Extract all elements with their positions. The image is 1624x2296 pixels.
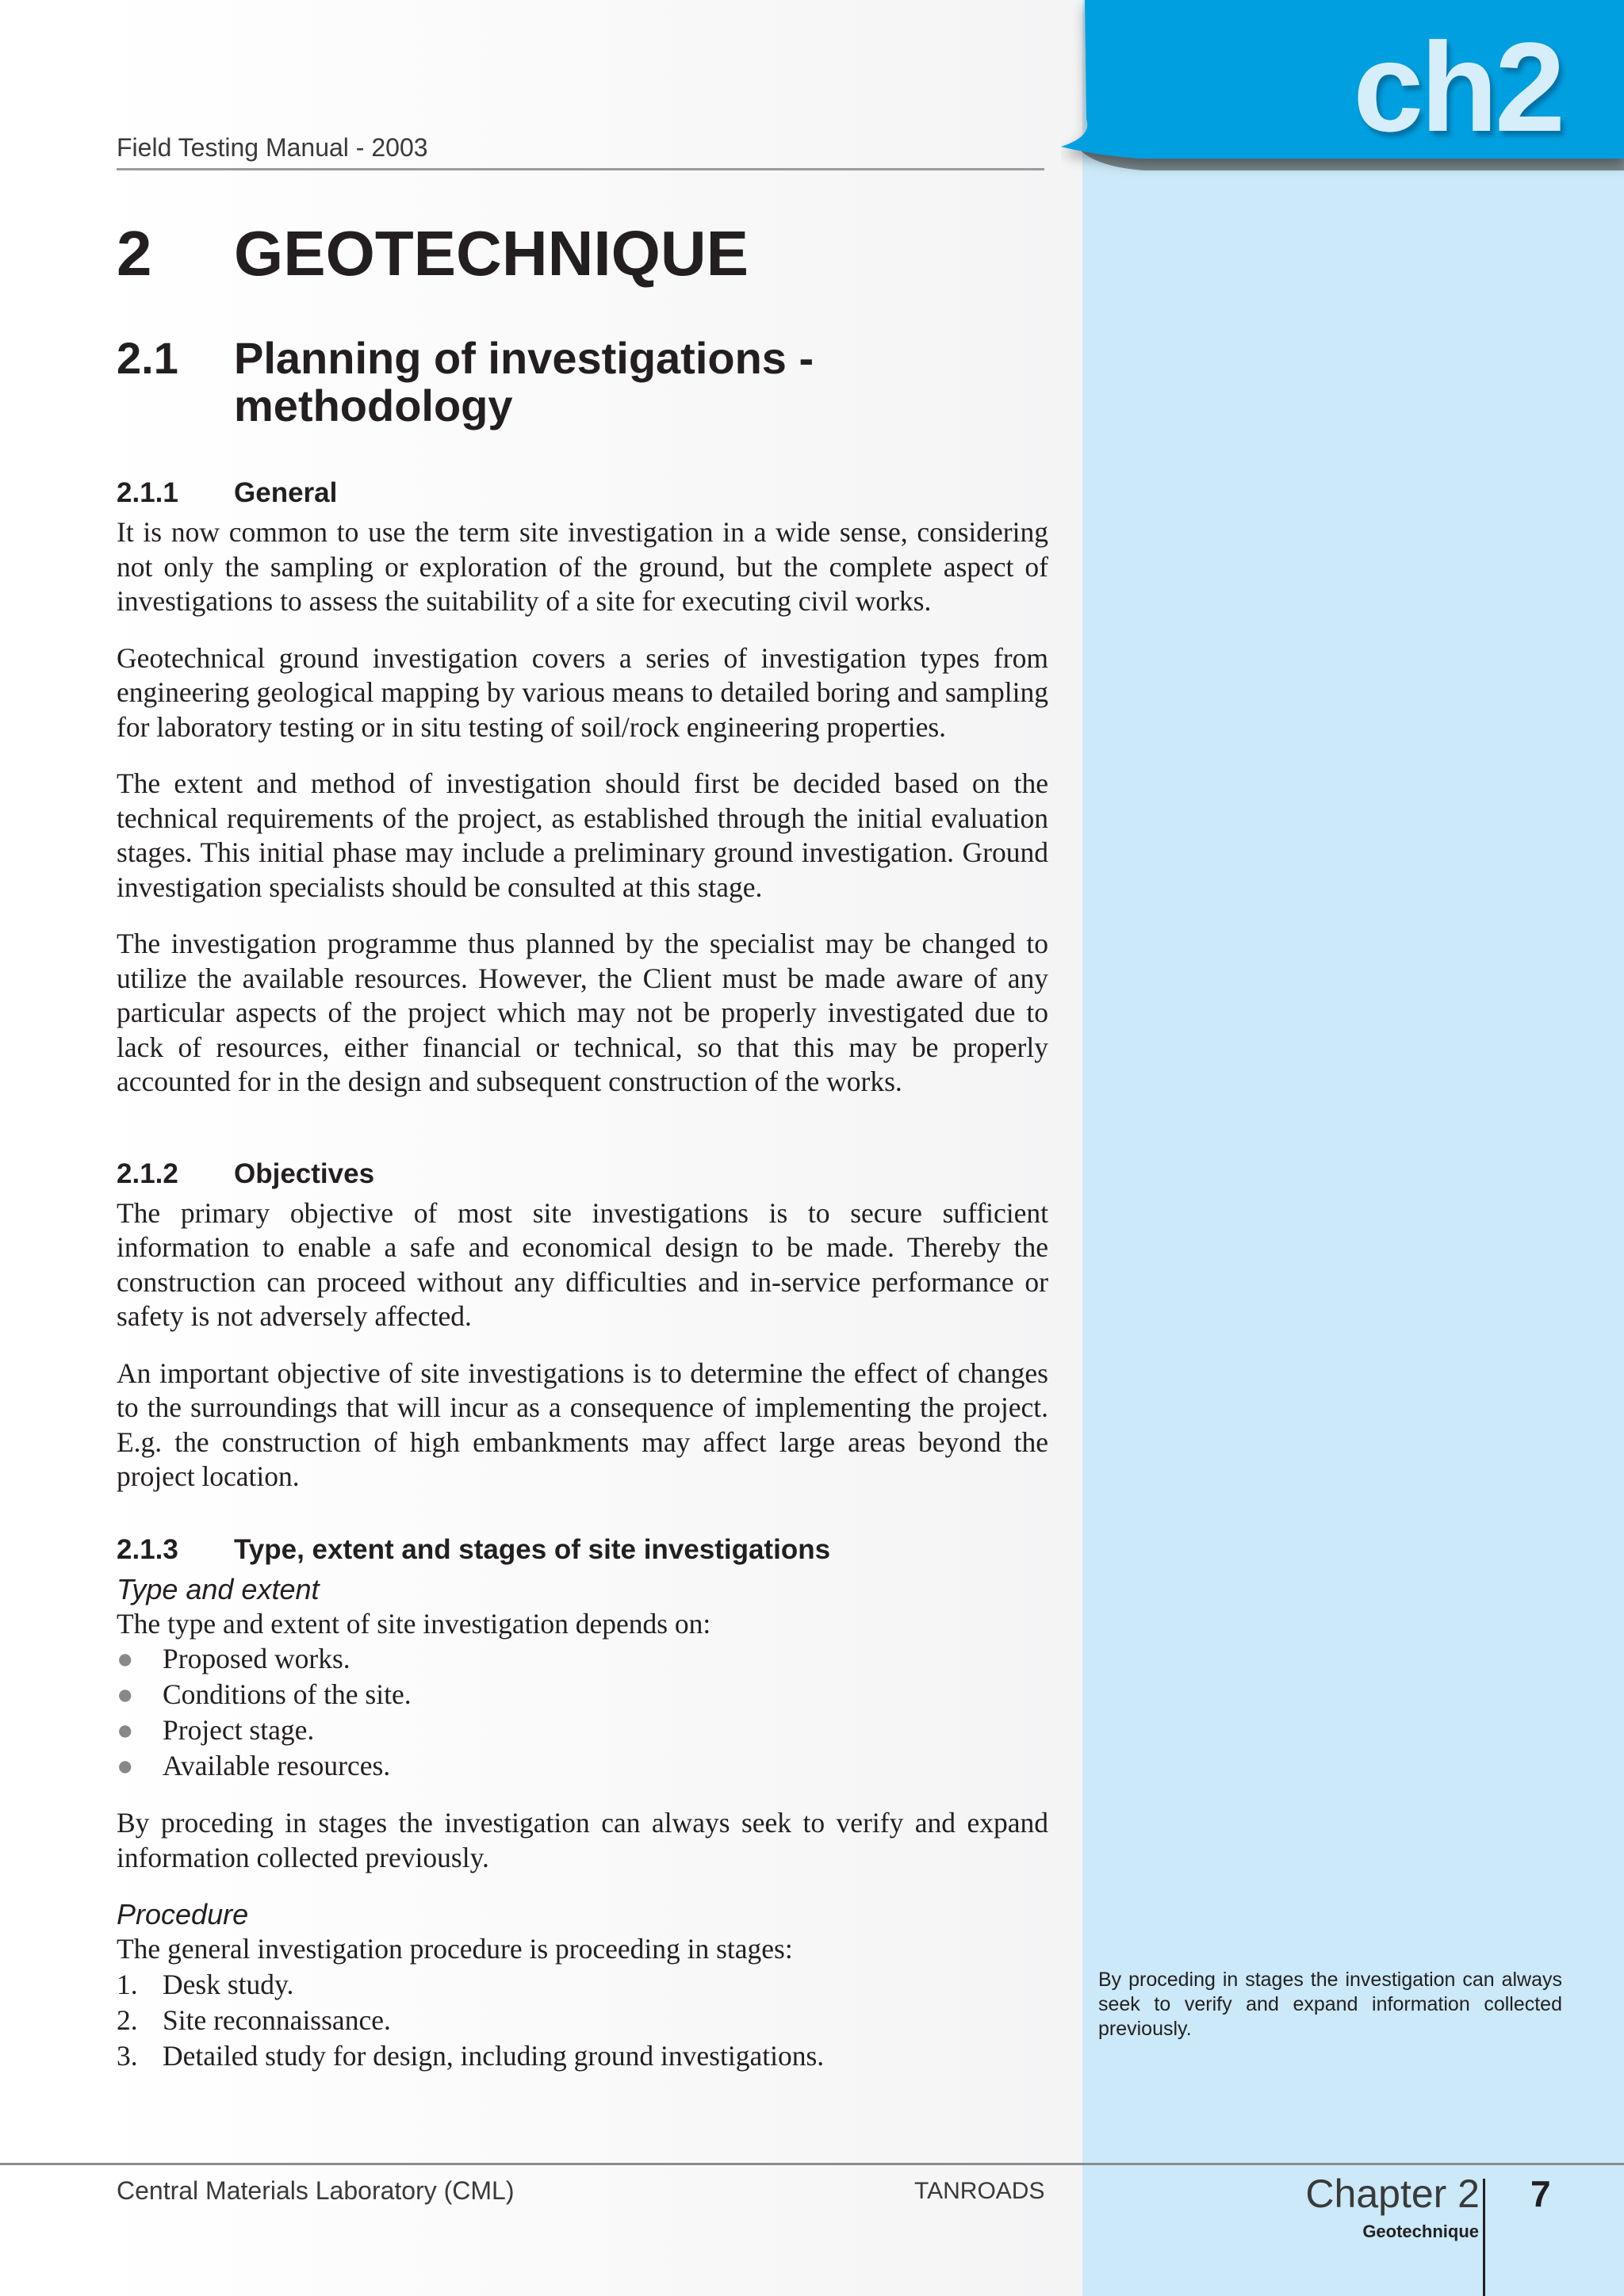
subsection-title-line2: methodology [234, 381, 513, 430]
list-item: ● Conditions of the site. [117, 1677, 1048, 1712]
objectives-number: 2.1.2 [117, 1158, 178, 1189]
running-header: Field Testing Manual - 2003 [117, 133, 428, 162]
footer-agency: TANROADS [914, 2178, 1045, 2204]
header-rule [117, 168, 1044, 170]
section-title: GEOTECHNIQUE [234, 218, 749, 289]
page-number: 7 [1530, 2173, 1551, 2214]
subsection-title-line1: Planning of investigations - [234, 333, 814, 383]
general-paragraph: Geotechnical ground investigation covers a series of investigation types from engineering geological mapping by various means to detailed boring and sampling for laboratory testing or in situ testing of soil/rock engineering properties. [117, 641, 1048, 743]
subsection-heading [117, 335, 1048, 430]
bullet-icon: ● [117, 1714, 134, 1746]
list-item: 1. Desk study. [117, 1968, 294, 2000]
procedure-list [117, 1967, 1048, 2074]
chapter-tab-label: ch2 [1353, 16, 1562, 158]
general-paragraph: The extent and method of investigation should first be decided based on the technical requirements of the project, as established through the initial evaluation stages. This initial phase may include a preliminary ground investigation. Ground investigation specialists should be consulted at this stage. [117, 767, 1048, 903]
list-item: ● Proposed works. [117, 1641, 1048, 1677]
list-item: 2. Site reconnaissance. [117, 2003, 391, 2036]
footer-rule [0, 2163, 1624, 2165]
section-heading [117, 214, 1048, 293]
page-content [117, 214, 1048, 2096]
objectives-heading [117, 1157, 1048, 1192]
general-title: General [234, 477, 338, 508]
type-extent-subheading: Type and extent [117, 1572, 320, 1605]
chapter-tab [1061, 0, 1624, 173]
footer-chapter-subtitle: Geotechnique [1362, 2221, 1479, 2241]
procedure-subheading: Procedure [117, 1898, 249, 1931]
general-paragraph: The investigation programme thus planned by the specialist may be changed to utilize the available resources. However, the Client must be made aware of any particular aspects of the project which may not be properly investigated due to lack of resources, either financial or technical, so that this may be properly accounted for in the design and subsequent construction of the works. [117, 928, 1048, 1097]
general-paragraph: It is now common to use the term site investigation in a wide sense, considering not only the sampling or exploration of the ground, but the complete aspect of investigations to assess the suitability of a site for executing civil works. [117, 516, 1048, 617]
subsection-title [234, 335, 814, 430]
stages-number: 2.1.3 [117, 1533, 178, 1565]
margin-column-background [1082, 0, 1624, 2296]
stages-title: Type, extent and stages of site investigations [234, 1533, 831, 1565]
objectives-title: Objectives [234, 1158, 375, 1189]
general-heading [117, 476, 1048, 511]
section-number: 2 [117, 218, 152, 289]
general-number: 2.1.1 [117, 477, 178, 508]
list-item: ● Available resources. [117, 1748, 1048, 1784]
bullet-icon: ● [117, 1678, 134, 1710]
footer-chapter-label: Chapter 2 [1305, 2172, 1480, 2216]
list-item: 3. Detailed study for design, including ground investigations. [117, 2039, 825, 2072]
objectives-paragraph: The primary objective of most site investigations is to secure sufficient information to enable a safe and economical design to be made. Thereby the construction can proceed without any difficulties and in-service performance or safety is not adversely affected. [117, 1196, 1048, 1332]
stages-heading [117, 1533, 1048, 1567]
footer-divider [1483, 2179, 1485, 2296]
footer-organization: Central Materials Laboratory (CML) [117, 2176, 515, 2205]
objectives-paragraph: An important objective of site investigations is to determine the effect of changes to the surroundings that will incur as a consequence of implementing the project. E.g. the construction of high embankments may affect large areas beyond the project location. [117, 1357, 1048, 1492]
stages-paragraph: By proceding in stages the investigation can always seek to verify and expand information collected previously. [117, 1807, 1048, 1873]
type-extent-intro: The type and extent of site investigation depends on: [117, 1607, 711, 1640]
bullet-icon: ● [117, 1643, 134, 1674]
list-item: ● Project stage. [117, 1712, 1048, 1748]
subsection-number: 2.1 [117, 333, 178, 383]
procedure-intro: The general investigation procedure is proceeding in stages: [117, 1933, 793, 1965]
bullet-icon: ● [117, 1750, 134, 1781]
type-extent-list [117, 1641, 1048, 1784]
margin-note: By proceding in stages the investigation can always seek to verify and expand information collected previously. [1098, 1969, 1562, 2040]
